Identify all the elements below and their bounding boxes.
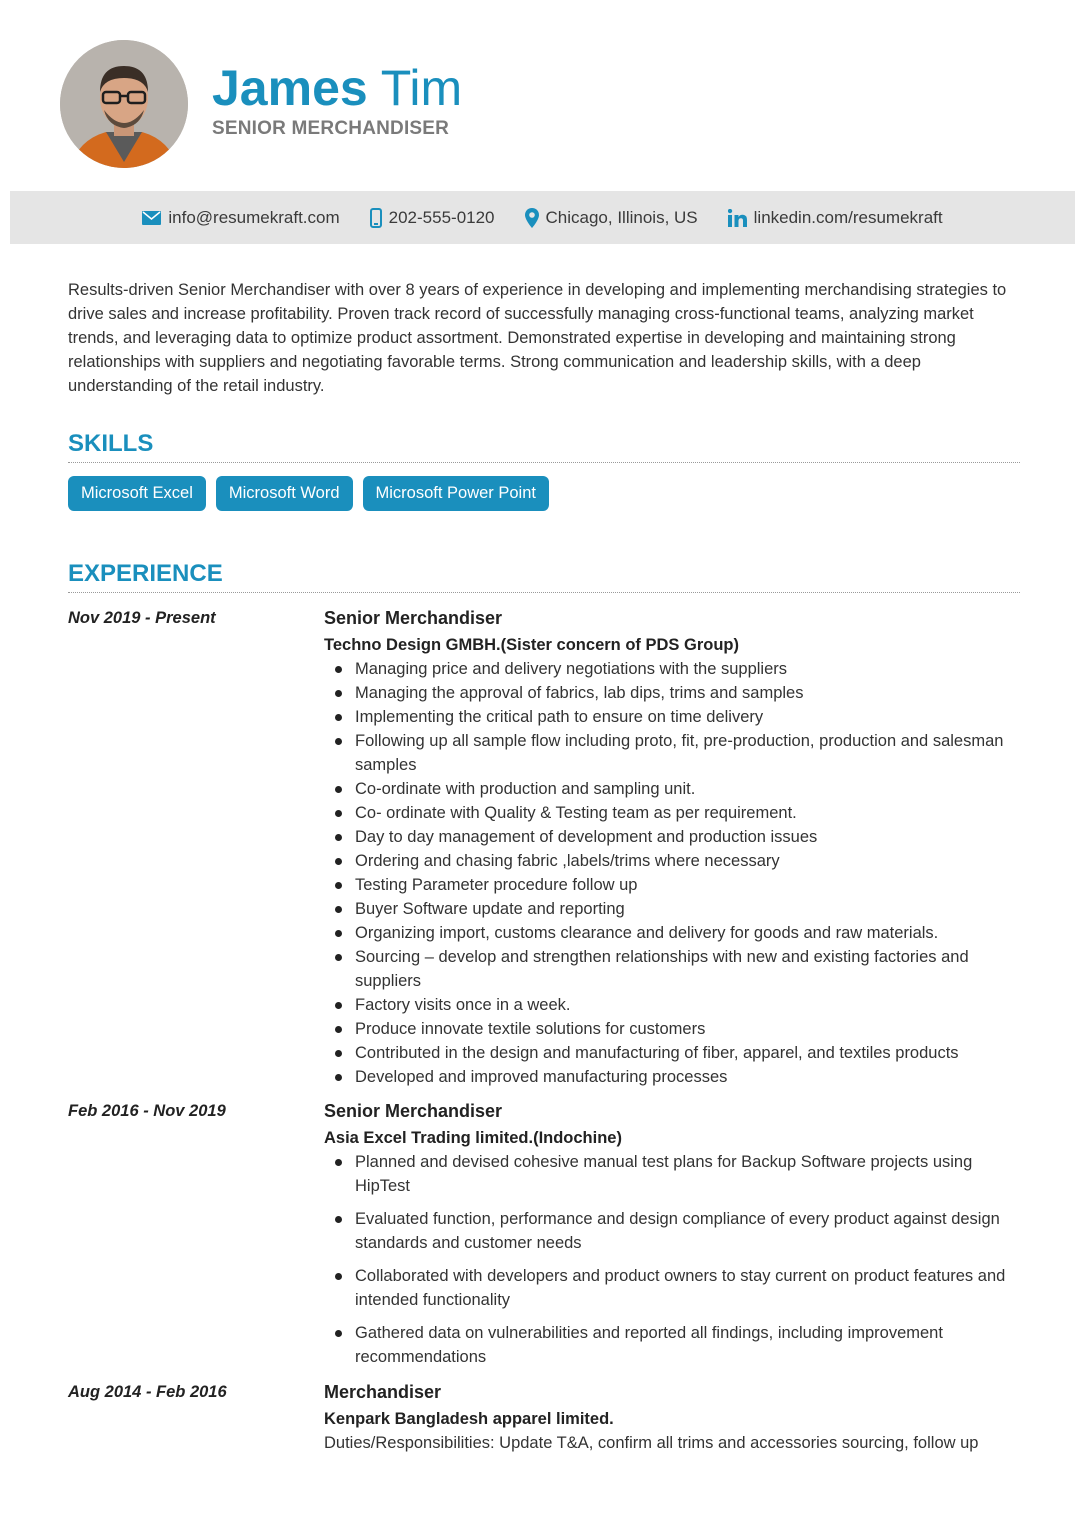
list-item: Following up all sample flow including proto, fit, pre-production, production and salesman samples — [324, 729, 1020, 777]
list-item: Organizing import, customs clearance and delivery for goods and raw materials. — [324, 921, 1020, 945]
list-item: Co-ordinate with production and sampling unit. — [324, 777, 1020, 801]
location-text: Chicago, Illinois, US — [545, 207, 698, 227]
resume-header — [0, 0, 1085, 190]
contact-location — [525, 208, 698, 228]
list-item: Day to day management of development and production issues — [324, 825, 1020, 849]
job-entry — [68, 606, 1020, 1089]
first-name: James — [212, 60, 368, 116]
job-entry — [68, 1380, 1020, 1455]
resume-body — [68, 278, 1020, 1455]
job-date: Aug 2014 - Feb 2016 — [68, 1383, 227, 1401]
skills-list — [68, 476, 1020, 511]
skill-chip: Microsoft Word — [216, 476, 353, 511]
list-item: Developed and improved manufacturing processes — [324, 1065, 1020, 1089]
list-item: Evaluated function, performance and design compliance of every product against design standards and customer needs — [324, 1207, 1020, 1255]
skills-section — [68, 430, 1020, 511]
job-entry — [68, 1099, 1020, 1378]
candidate-name — [212, 58, 462, 118]
experience-section — [68, 560, 1020, 1455]
list-item: Co- ordinate with Quality & Testing team as per requirement. — [324, 801, 1020, 825]
contact-phone[interactable] — [370, 208, 495, 228]
linkedin-text: linkedin.com/resumekraft — [753, 207, 943, 227]
list-item: Produce innovate textile solutions for customers — [324, 1017, 1020, 1041]
location-pin-icon — [525, 208, 539, 228]
profile-summary: Results-driven Senior Merchandiser with over 8 years of experience in developing and implementing merchandising strategies to drive sales and increase profitability. Proven track record of successfully managing cross-functional teams, analyzing market trends, and leveraging data to optimize product assortment. Demonstrated expertise in developing and maintaining strong relationships with suppliers and negotiating favorable terms. Strong communication and leadership skills, with a deep understanding of the retail industry. — [68, 281, 1007, 395]
list-item: Sourcing – develop and strengthen relationships with new and existing factories and suppliers — [324, 945, 1020, 993]
job-details — [324, 606, 1020, 1089]
job-description: Duties/Responsibilities: Update T&A, confirm all trims and accessories sourcing, follow up — [324, 1434, 979, 1452]
job-date: Feb 2016 - Nov 2019 — [68, 1102, 226, 1120]
skills-heading: SKILLS — [68, 430, 1020, 463]
job-company: Asia Excel Trading limited.(Indochine) — [324, 1129, 622, 1147]
email-text: info@resumekraft.com — [168, 207, 340, 227]
experience-heading: EXPERIENCE — [68, 560, 1020, 593]
contact-linkedin[interactable] — [728, 208, 943, 228]
list-item: Planned and devised cohesive manual test plans for Backup Software projects using HipTest — [324, 1150, 1020, 1198]
list-item: Collaborated with developers and product owners to stay current on product features and intended functionality — [324, 1264, 1020, 1312]
job-bullets — [324, 657, 1020, 1089]
job-details — [324, 1099, 1020, 1378]
list-item: Implementing the critical path to ensure on time delivery — [324, 705, 1020, 729]
skill-chip: Microsoft Power Point — [363, 476, 549, 511]
list-item: Factory visits once in a week. — [324, 993, 1020, 1017]
phone-text: 202-555-0120 — [388, 207, 495, 227]
contact-email[interactable] — [142, 208, 339, 228]
job-title: SENIOR MERCHANDISER — [212, 118, 450, 139]
job-company: Kenpark Bangladesh apparel limited. — [324, 1410, 614, 1428]
linkedin-icon — [728, 209, 747, 227]
job-role: Merchandiser — [324, 1382, 442, 1402]
job-role: Senior Merchandiser — [324, 1101, 503, 1121]
job-details — [324, 1380, 1020, 1455]
envelope-icon — [142, 211, 161, 225]
list-item: Buyer Software update and reporting — [324, 897, 1020, 921]
contact-bar — [10, 191, 1075, 244]
last-name: Tim — [380, 60, 463, 116]
list-item: Ordering and chasing fabric ,labels/trims where necessary — [324, 849, 1020, 873]
job-date: Nov 2019 - Present — [68, 609, 216, 627]
list-item: Managing the approval of fabrics, lab dips, trims and samples — [324, 681, 1020, 705]
job-bullets — [324, 1150, 1020, 1369]
list-item: Managing price and delivery negotiations with the suppliers — [324, 657, 1020, 681]
job-role: Senior Merchandiser — [324, 608, 503, 628]
list-item: Gathered data on vulnerabilities and reported all findings, including improvement recommendations — [324, 1321, 1020, 1369]
skill-chip: Microsoft Excel — [68, 476, 206, 511]
list-item: Contributed in the design and manufacturing of fiber, apparel, and textiles products — [324, 1041, 1020, 1065]
job-company: Techno Design GMBH.(Sister concern of PDS Group) — [324, 636, 739, 654]
mobile-phone-icon — [370, 208, 382, 228]
list-item: Testing Parameter procedure follow up — [324, 873, 1020, 897]
avatar — [60, 40, 188, 168]
